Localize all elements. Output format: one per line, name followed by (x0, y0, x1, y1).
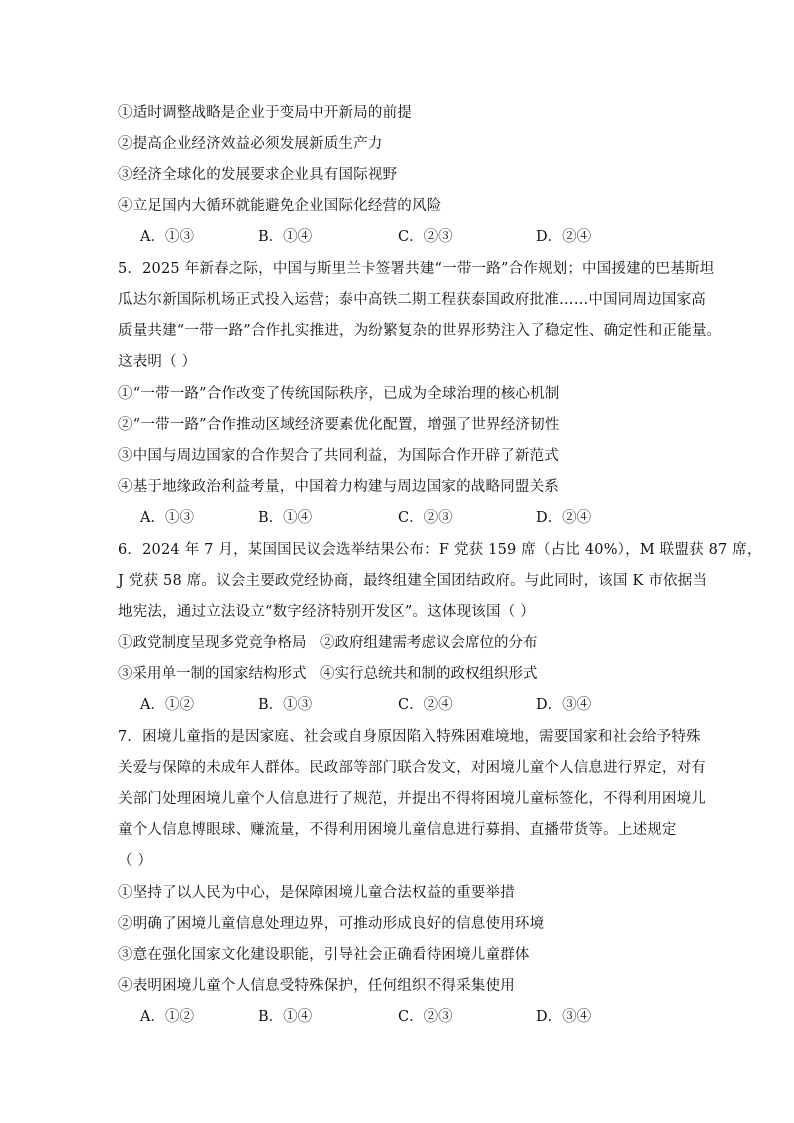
q7-stem-line-4: 童个人信息博眼球、赚流量，不得利用困境儿童信息进行募捐、直播带货等。上述规定 (118, 822, 677, 838)
q4-choice-c[interactable]: C．②③ (398, 229, 453, 245)
q7-stem-line-1: 7．困境儿童指的是因家庭、社会或自身原因陷入特殊困难境地，需要国家和社会给予特殊 (118, 729, 701, 745)
q6-options-row-1 (118, 633, 538, 653)
q5-stem-line-4: 这表明（ ） (118, 354, 197, 370)
q4-choice-a[interactable]: A．①③ (140, 229, 194, 245)
q7-option-1: ①坚持了以人民为中心，是保障困境儿童合法权益的重要举措 (118, 885, 515, 901)
q5-choice-b[interactable]: B．①④ (258, 510, 313, 526)
q6-stem-line-1: 6．2024 年 7 月，某国国民议会选举结果公布：F 党获 159 席（占比 40%），M 联盟获 87 席， (118, 542, 762, 558)
q6-option-1: ①政党制度呈现多党竞争格局 (118, 635, 307, 651)
q6-option-4: ④实行总统共和制的政权组织形式 (320, 666, 538, 682)
q4-choice-d[interactable]: D．②④ (536, 229, 592, 245)
q7-stem-line-2: 关爱与保障的未成年人群体。民政部等部门联合发文，对困境儿童个人信息进行界定，对有 (118, 760, 706, 776)
q7-stem-line-5: （ ） (118, 853, 153, 869)
q7-option-4: ④表明困境儿童个人信息受特殊保护，任何组织不得采集使用 (118, 978, 515, 994)
q5-option-2: ②“一带一路”合作推动区域经济要素优化配置，增强了世界经济韧性 (118, 417, 560, 433)
q7-choice-b[interactable]: B．①④ (258, 1009, 313, 1025)
q4-option-4: ④立足国内大循环就能避免企业国际化经营的风险 (118, 198, 442, 214)
q7-option-2: ②明确了困境儿童信息处理边界，可推动形成良好的信息使用环境 (118, 916, 545, 932)
q7-choice-a[interactable]: A．①② (140, 1009, 194, 1025)
q7-option-3: ③意在强化国家文化建设职能，引导社会正确看待困境儿童群体 (118, 947, 530, 963)
q6-choice-a[interactable]: A．①② (140, 697, 194, 713)
q7-stem-line-3: 关部门处理困境儿童个人信息进行了规范，并提出不得将困境儿童标签化，不得利用困境儿 (118, 791, 706, 807)
q5-choice-d[interactable]: D．②④ (536, 510, 592, 526)
q4-choice-b[interactable]: B．①④ (258, 229, 313, 245)
q5-option-3: ③中国与周边国家的合作契合了共同利益，为国际合作开辟了新范式 (118, 448, 559, 464)
q4-option-3: ③经济全球化的发展要求企业具有国际视野 (118, 167, 398, 183)
q5-option-1: ①“一带一路”合作改变了传统国际秩序，已成为全球治理的核心机制 (118, 386, 560, 402)
q6-choice-d[interactable]: D．③④ (536, 697, 592, 713)
q6-options-row-2 (118, 664, 538, 684)
q5-option-4: ④基于地缘政治利益考量，中国着力构建与周边国家的战略同盟关系 (118, 479, 559, 495)
q7-choice-c[interactable]: C．②③ (398, 1009, 453, 1025)
q5-stem-line-2: 瓜达尔新国际机场正式投入运营；泰中高铁二期工程获泰国政府批准……中国同周边国家高 (118, 292, 706, 308)
q6-choice-b[interactable]: B．①③ (258, 697, 313, 713)
q6-stem-line-2: J 党获 58 席。议会主要政党经协商，最终组建全国团结政府。与此同时，该国 K 市依据当 (118, 573, 708, 589)
q6-option-3: ③采用单一制的国家结构形式 (118, 666, 307, 682)
q6-stem-line-3: 地宪法，通过立法设立“数字经济特别开发区”。这体现该国（ ） (118, 604, 535, 620)
q5-choice-c[interactable]: C．②③ (398, 510, 453, 526)
q5-stem-line-1: 5．2025 年新春之际，中国与斯里兰卡签署共建“一带一路”合作规划；中国援建的巴基斯坦 (118, 261, 715, 277)
q4-option-2: ②提高企业经济效益必须发展新质生产力 (118, 136, 383, 152)
q6-option-2: ②政府组建需考虑议会席位的分布 (320, 635, 538, 651)
q7-choice-d[interactable]: D．③④ (536, 1009, 592, 1025)
q4-option-1: ①适时调整战略是企业于变局中开新局的前提 (118, 105, 412, 121)
q5-stem-line-3: 质量共建“一带一路”合作扎实推进，为纷繁复杂的世界形势注入了稳定性、确定性和正能量。 (118, 323, 722, 339)
q6-choice-c[interactable]: C．②④ (398, 697, 453, 713)
q5-choice-a[interactable]: A．①③ (140, 510, 194, 526)
